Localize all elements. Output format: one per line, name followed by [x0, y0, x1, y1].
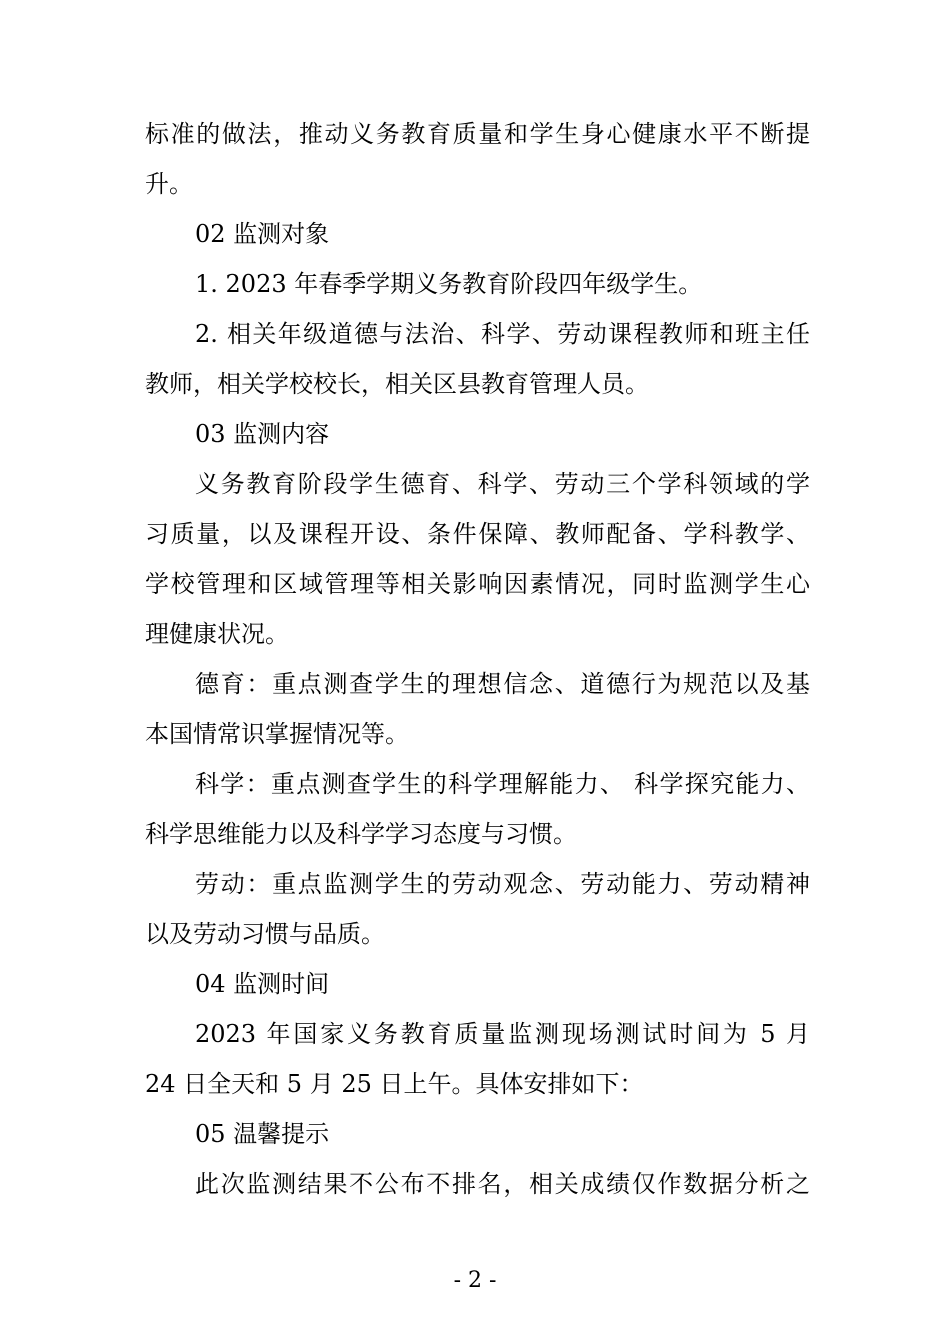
- section-heading: 05 温馨提示: [195, 1120, 330, 1148]
- paragraph-line: 劳动：重点监测学生的劳动观念、劳动能力、劳动精神: [195, 870, 810, 898]
- paragraph-line: 此次监测结果不公布不排名，相关成绩仅作数据分析之: [195, 1170, 810, 1198]
- paragraph-line: 标准的做法，推动义务教育质量和学生身心健康水平不断提: [145, 120, 810, 148]
- paragraph-line: 教师，相关学校校长，相关区县教育管理人员。: [145, 370, 649, 398]
- paragraph-line: 2023 年国家义务教育质量监测现场测试时间为 5 月: [195, 1020, 810, 1048]
- paragraph-line: 德育：重点测查学生的理想信念、道德行为规范以及基: [195, 670, 810, 698]
- paragraph-line: 升。: [145, 170, 193, 198]
- paragraph-line: 科学思维能力以及科学学习态度与习惯。: [145, 820, 577, 848]
- paragraph-line: 本国情常识掌握情况等。: [145, 720, 409, 748]
- page-number: - 2 -: [453, 1268, 497, 1293]
- section-heading: 02 监测对象: [195, 220, 330, 248]
- paragraph-line: 习质量，以及课程开设、条件保障、教师配备、学科教学、: [145, 520, 810, 548]
- list-item: 1. 2023 年春季学期义务教育阶段四年级学生。: [195, 270, 703, 298]
- section-heading: 04 监测时间: [195, 970, 330, 998]
- paragraph-line: 24 日全天和 5 月 25 日上午。具体安排如下：: [145, 1070, 644, 1098]
- paragraph-line: 义务教育阶段学生德育、科学、劳动三个学科领域的学: [195, 470, 810, 498]
- paragraph-line: 理健康状况。: [145, 620, 289, 648]
- section-heading: 03 监测内容: [195, 420, 330, 448]
- paragraph-line: 以及劳动习惯与品质。: [145, 920, 385, 948]
- list-item: 2. 相关年级道德与法治、科学、劳动课程教师和班主任: [195, 320, 810, 348]
- paragraph-line: 学校管理和区域管理等相关影响因素情况，同时监测学生心: [145, 570, 810, 598]
- paragraph-line: 科学：重点测查学生的科学理解能力、 科学探究能力、: [195, 770, 810, 798]
